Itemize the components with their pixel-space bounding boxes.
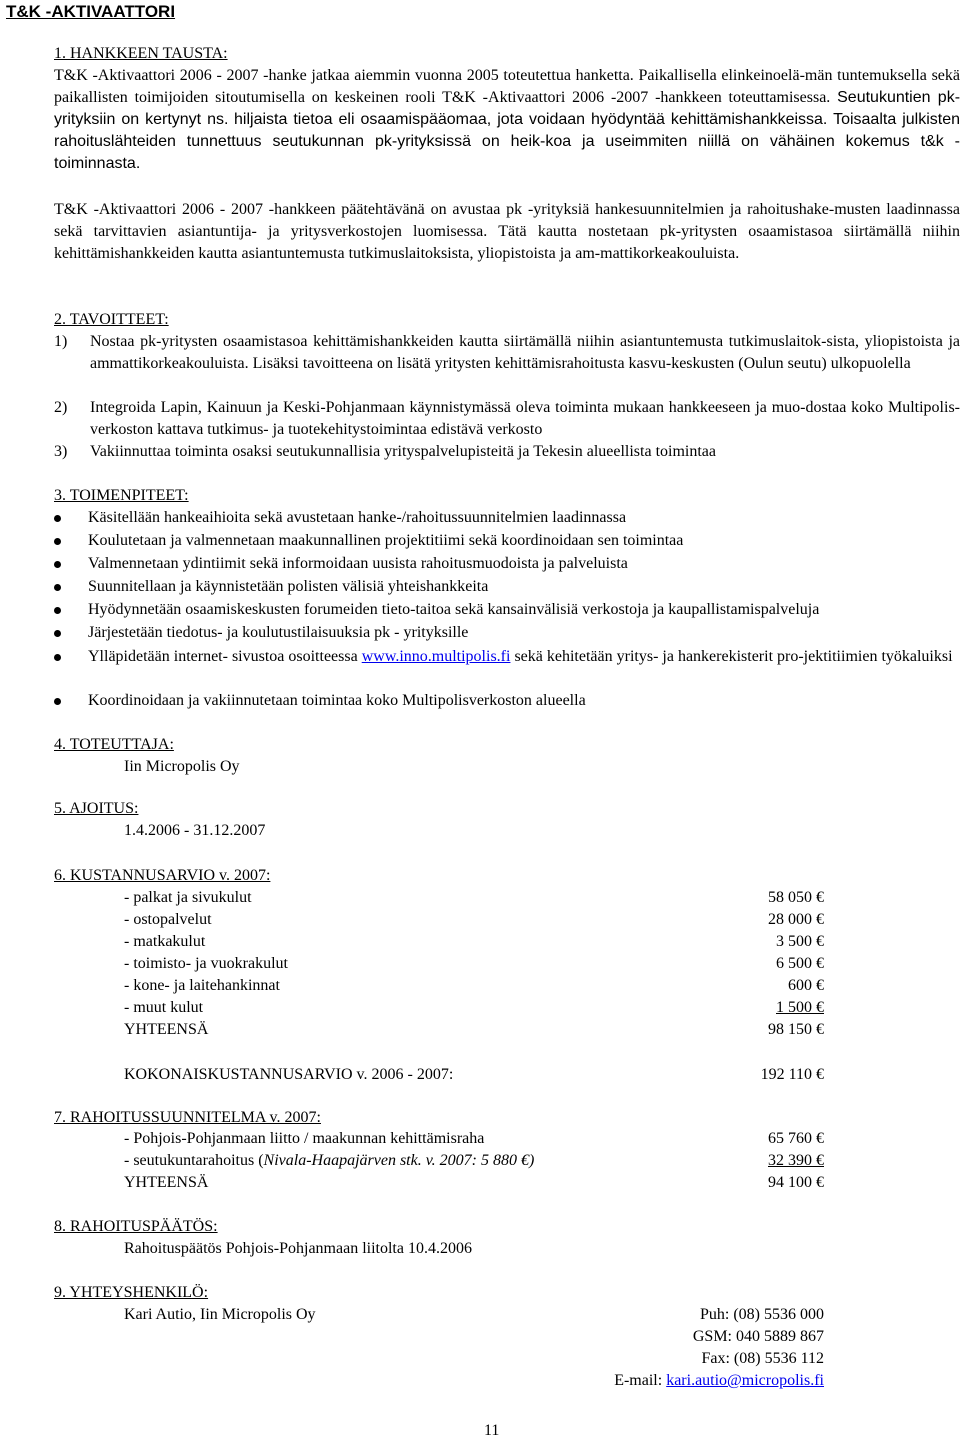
email-link[interactable]: kari.autio@micropolis.fi <box>666 1372 824 1389</box>
action-item <box>54 530 960 552</box>
action-text: Valmennetaan ydintiimit sekä informoidaan uusista rahoitusmuodoista ja palveluista <box>88 555 628 572</box>
bullet-icon <box>54 538 61 545</box>
cost-label: - toimisto- ja vuokrakulut <box>124 955 288 972</box>
action-text: Järjestetään tiedotus- ja koulutustilaisuuksia pk - yrityksille <box>88 624 469 641</box>
action-text-part: sekä kehitetään yritys- ja hankerekisterit pro-jektitiimien työkaluiksi <box>510 648 953 665</box>
funding-label <box>124 1151 534 1171</box>
funding-label-italic: Nivala-Haapajärven stk. v. 2007: 5 880 €) <box>263 1152 535 1169</box>
section-3-heading: 3. TOIMENPITEET: <box>54 487 189 504</box>
action-text <box>88 646 960 668</box>
goal-number: 1) <box>54 333 68 350</box>
section-9-heading: 9. YHTEYSHENKILÖ: <box>54 1284 209 1301</box>
cost-total-label: YHTEENSÄ <box>124 1021 209 1038</box>
paragraph-1-part-b: Seutukuntien pk-yrityksiin on kertynyt ns. <box>54 89 960 128</box>
funding-amount: 65 760 € <box>768 1130 824 1147</box>
contact-phone: Puh: (08) 5536 000 <box>700 1306 824 1323</box>
bullet-icon <box>54 630 61 637</box>
section-4-heading: 4. TOTEUTTAJA: <box>54 736 174 753</box>
section-1-paragraph-2: T&K -Aktivaattori 2006 - 2007 -hankkeen päätehtävänä on avustaa pk -yrityksiä hankesuunnitelmien ja rahoitushake-musten laadinnassa sekä tarvittavien asiantuntija- ja yritysverkostojen luomisessa. Tätä kautta nostetaan pk-yritysten osaamistasoa siirtämällä niihin kehittämishankkeiden kautta asiantuntemusta tutkimuslaitoksista, yliopistoista ja am-mattikorkeakouluista. <box>54 201 960 262</box>
cost-amount: 1 500 € <box>776 999 824 1016</box>
action-text: Hyödynnetään osaamiskeskusten forumeiden tieto-taitoa sekä kansainvälisiä verkostoja ja kaupallistamispalveluja <box>88 601 820 618</box>
action-item <box>54 690 960 712</box>
goal-number: 2) <box>54 399 68 416</box>
action-text: Koordinoidaan ja vakiinnutetaan toimintaa koko Multipolisverkoston alueella <box>88 692 586 709</box>
contact-fax: Fax: (08) 5536 112 <box>701 1350 824 1367</box>
action-item <box>54 599 960 621</box>
action-item <box>54 507 960 529</box>
cost-amount: 3 500 € <box>776 933 824 950</box>
email-label: E-mail: <box>614 1372 667 1389</box>
cost-amount: 600 € <box>788 977 824 994</box>
funding-label-part: - seutukuntarahoitus ( <box>124 1152 264 1169</box>
bullet-icon <box>54 654 61 661</box>
cost-amount: 6 500 € <box>776 955 824 972</box>
action-text: Käsitellään hankeaihioita sekä avustetaan hanke-/rahoitussuunnitelmien laadinnassa <box>88 509 627 526</box>
goal-number: 3) <box>54 443 68 460</box>
section-6-heading: 6. KUSTANNUSARVIO v. 2007: <box>54 867 271 884</box>
cost-total-amount: 98 150 € <box>768 1021 824 1038</box>
funding-label: - Pohjois-Pohjanmaan liitto / maakunnan kehittämisraha <box>124 1130 485 1147</box>
action-item <box>54 646 960 668</box>
contact-email-line <box>614 1371 824 1391</box>
funding-decision-value: Rahoituspäätös Pohjois-Pohjanmaan liitolta 10.4.2006 <box>124 1240 472 1257</box>
goal-item-1 <box>54 331 960 375</box>
action-text: Koulutetaan ja valmennetaan maakunnallinen projektitiimi sekä koordinoidaan sen toimintaa <box>88 532 684 549</box>
cost-amount: 58 050 € <box>768 889 824 906</box>
bullet-icon <box>54 584 61 591</box>
goal-text: Vakiinnuttaa toiminta osaksi seutukunnallisia yrityspalvelupisteitä ja Tekesin alueellista toimintaa <box>90 443 717 460</box>
grand-total-amount: 192 110 € <box>760 1066 824 1083</box>
section-1-heading: 1. HANKKEEN TAUSTA: <box>54 45 228 62</box>
section-7-heading: 7. RAHOITUSSUUNNITELMA v. 2007: <box>54 1109 321 1126</box>
goal-text: Integroida Lapin, Kainuun ja Keski-Pohjanmaan käynnistymässä oleva toiminta mukaan hankkeeseen ja muo-dostaa koko Multipolis-verkoston kattava tutkimus- ja tuotekehitystoimintaa edistävä verkosto <box>90 399 960 438</box>
contact-name: Kari Autio, Iin Micropolis Oy <box>124 1306 316 1323</box>
goal-item-2 <box>54 397 960 441</box>
cost-label: - kone- ja laitehankinnat <box>124 977 280 994</box>
section-8-heading: 8. RAHOITUSPÄÄTÖS: <box>54 1218 218 1235</box>
action-item <box>54 576 960 598</box>
funding-total-label: YHTEENSÄ <box>124 1174 209 1191</box>
section-2-heading: 2. TAVOITTEET: <box>54 311 169 328</box>
cost-label: - matkakulut <box>124 933 206 950</box>
goal-item-3 <box>54 441 960 463</box>
document-title: T&K -AKTIVAATTORI <box>6 2 176 21</box>
section-5-heading: 5. AJOITUS: <box>54 800 139 817</box>
funding-amount: 32 390 € <box>768 1152 824 1169</box>
contact-gsm: GSM: 040 5889 867 <box>692 1328 824 1345</box>
bullet-icon <box>54 698 61 705</box>
goal-text: Nostaa pk-yritysten osaamistasoa kehittämishankkeiden kautta siirtämällä niihin asiantuntemusta tutkimuslaitok-sista, yliopistoista ja ammattikorkeakouluista. Lisäksi tavoitteena on lisätä yritysten kehittämisrahoitusta kasvu-keskusten (Oulun seutu) ulkopuolella <box>90 333 960 372</box>
schedule-value: 1.4.2006 - 31.12.2007 <box>124 822 266 839</box>
website-link[interactable]: www.inno.multipolis.fi <box>361 648 511 665</box>
page-number: 11 <box>484 1422 500 1439</box>
section-1-paragraph-1 <box>54 65 960 175</box>
cost-label: - ostopalvelut <box>124 911 212 928</box>
cost-label: - muut kulut <box>124 999 204 1016</box>
action-text: Suunnitellaan ja käynnistetään polisten välisiä yhteishankkeita <box>88 578 489 595</box>
bullet-icon <box>54 607 61 614</box>
bullet-icon <box>54 561 61 568</box>
action-item <box>54 553 960 575</box>
action-item <box>54 622 960 644</box>
funding-total-amount: 94 100 € <box>768 1174 824 1191</box>
paragraph-1-part-c: hiljaista tietoa eli osaamispääomaa, jota voidaan hyödyntää kehittämishankkeissa. Toisaalta julkisten rahoituslähteiden tunnettuus seutukunnan pk-yrityksissä on heik-koa ja useimmiten niillä on vähäinen kokemus t&k -toiminnasta. <box>54 111 960 172</box>
implementer-value: Iin Micropolis Oy <box>124 758 240 775</box>
bullet-icon <box>54 515 61 522</box>
action-text-part: Ylläpidetään internet- sivustoa osoitteessa <box>88 648 362 665</box>
paragraph-1-part-a: T&K -Aktivaattori 2006 - 2007 -hanke jatkaa aiemmin vuonna 2005 toteutettua hanketta. Paikallisella elinkeinoelä-män tuntemuksella sekä paikallisten toimijoiden sitoutumisella on keskeinen rooli T&K -Aktivaattori 2006 -2007 -hankkeen toteuttamisessa. <box>54 67 960 106</box>
cost-label: - palkat ja sivukulut <box>124 889 252 906</box>
grand-total-label: KOKONAISKUSTANNUSARVIO v. 2006 - 2007: <box>124 1066 454 1083</box>
cost-amount: 28 000 € <box>768 911 824 928</box>
